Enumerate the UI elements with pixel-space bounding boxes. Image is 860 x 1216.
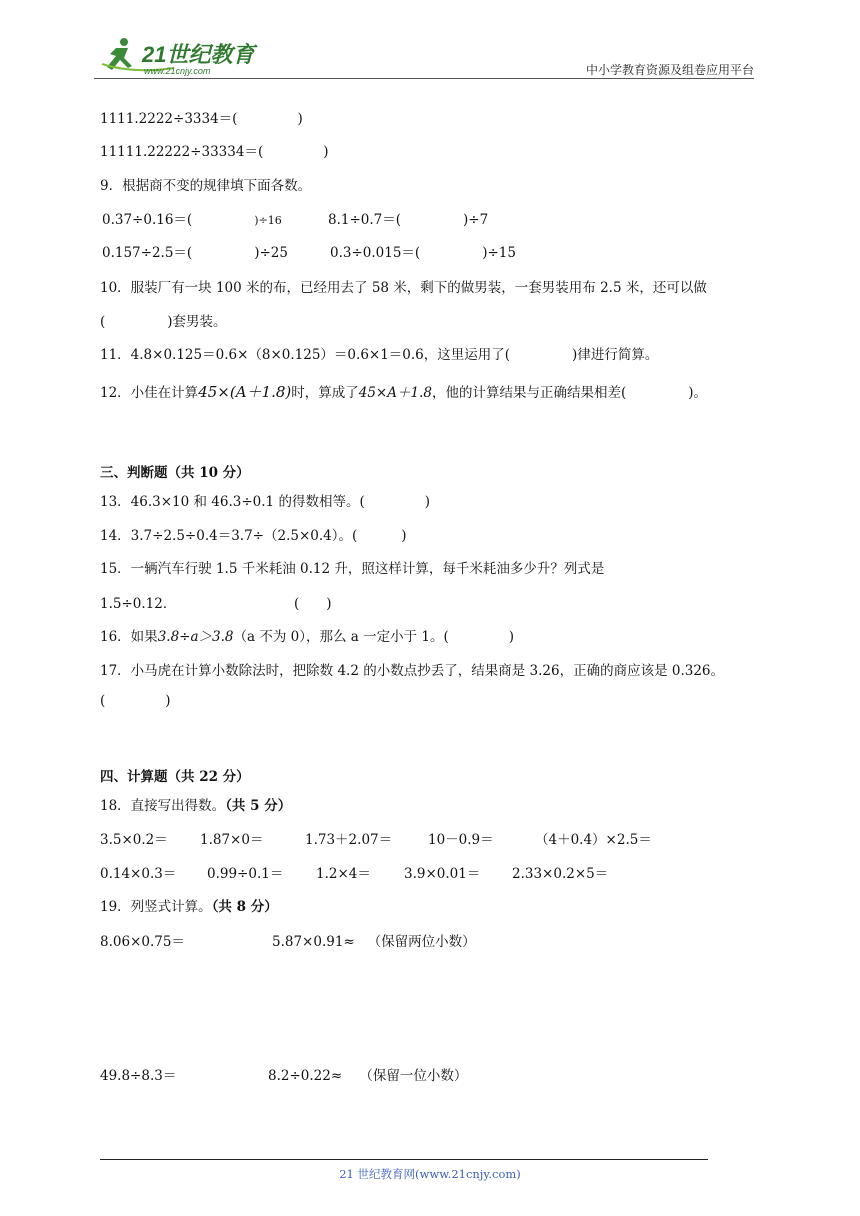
vertical-calc-item (272, 930, 476, 950)
logo-text: 21世纪教育 (142, 42, 255, 67)
question-10-blank (100, 310, 227, 330)
math-expression: 45×A＋1.8 (358, 385, 432, 401)
question-line (100, 140, 329, 160)
expression: )÷15 (482, 245, 516, 261)
question-10: 10．服装厂有一块 100 米的布，已经用去了 58 米，剩下的做男装，一套男装用布 2.5 米，还可以做 (100, 280, 707, 296)
section-4-title: 四、计算题（共 22 分） (100, 769, 250, 785)
expression: 0.3÷0.015＝( (330, 245, 421, 261)
question-19 (100, 895, 278, 915)
header-divider (94, 78, 754, 79)
rounding-note: （保留两位小数） (367, 934, 476, 950)
footer-divider (100, 1159, 708, 1160)
vertical-calc-item (268, 1064, 467, 1084)
question-16 (100, 625, 514, 645)
blank-close: ) (401, 528, 407, 544)
question-9-item (102, 241, 288, 261)
expression: 1111.2222÷3334＝( (100, 111, 238, 127)
expression: 时，算成了 (291, 385, 359, 401)
question-12 (100, 381, 707, 402)
calc-item: 10－0.9＝ (428, 832, 494, 848)
calc-item: （4＋0.4）×2.5＝ (535, 832, 652, 848)
question-17: 17．小马虎在计算小数除法时，把除数 4.2 的小数点抄丢了，结果商是 3.26，正确的商应该是 0.326。 (100, 663, 725, 679)
expression: ，他的计算结果与正确结果相差( (431, 385, 627, 401)
expression: )。 (688, 385, 708, 401)
blank-close: ) (323, 144, 329, 160)
question-9-item (102, 208, 282, 228)
math-expression: 45×(A＋1.8) (198, 383, 292, 401)
expression: 8.1÷0.7＝( (328, 212, 402, 228)
expression: )律进行简算。 (572, 347, 659, 363)
question-18 (100, 794, 291, 814)
blank-close: ) (508, 629, 515, 645)
question-9-title: 9．根据商不变的规律填下面各数。 (100, 178, 312, 194)
expression: 0.157÷2.5＝( (102, 245, 193, 261)
expression: 12．小佳在计算 (100, 385, 199, 401)
math-expression: 3.8÷a＞3.8 (157, 629, 234, 645)
site-logo (94, 34, 264, 78)
header-platform-name: 中小学教育资源及组卷应用平台 (585, 63, 754, 77)
blank-close: ) (165, 693, 171, 709)
blank-open: ( (100, 314, 106, 330)
vertical-calc-item: 49.8÷8.3＝ (100, 1068, 177, 1084)
calc-item: 1.2×4＝ (316, 866, 371, 882)
expression: )÷16 (254, 214, 282, 227)
points-label: （共 5 分） (225, 798, 292, 814)
calc-item: 3.5×0.2＝ (100, 832, 168, 848)
expression: 11．4.8×0.125＝0.6×（8×0.125）＝0.6×1＝0.6，这里运用了( (100, 347, 511, 363)
expression: （a 不为 0），那么 a 一定小于 1。( (233, 629, 449, 645)
expression: )÷7 (463, 212, 489, 228)
question-13 (100, 490, 430, 510)
blank-close: ) (424, 494, 430, 510)
blank-open: ( (100, 693, 106, 709)
blank-close: ) (297, 111, 303, 127)
calc-item: 1.73＋2.07＝ (305, 832, 393, 848)
question-15-expr: 1.5÷0.12． (100, 596, 177, 612)
expression: 16．如果 (100, 629, 158, 645)
question-14 (100, 524, 407, 544)
expression: 19．列竖式计算。 (100, 899, 212, 915)
runner-logo-icon (94, 34, 264, 78)
calc-item: 0.14×0.3＝ (100, 866, 177, 882)
calc-item: 3.9×0.01＝ (404, 866, 481, 882)
calc-item: 1.87×0＝ (200, 832, 264, 848)
section-3-title: 三、判断题（共 10 分） (100, 465, 250, 481)
question-line (100, 107, 303, 127)
expression: 14．3.7÷2.5÷0.4＝3.7÷（2.5×0.4）。( (100, 528, 358, 544)
expression: 8.2÷0.22≈ (268, 1068, 343, 1084)
expression: )套男装。 (167, 314, 227, 330)
expression: 11111.22222÷33334＝( (100, 144, 264, 160)
rounding-note: （保留一位小数） (359, 1068, 468, 1084)
expression: 18．直接写出得数。 (100, 798, 226, 814)
question-9-item (328, 208, 488, 228)
expression: 13．46.3×10 和 46.3÷0.1 的得数相等。( (100, 494, 365, 510)
calc-item: 0.99÷0.1＝ (207, 866, 284, 882)
expression: 0.37÷0.16＝( (102, 212, 193, 228)
footer-link[interactable]: 21 世纪教育网(www.21cnjy.com) (339, 1167, 521, 1181)
points-label: （共 8 分） (211, 899, 278, 915)
question-9-item (330, 241, 516, 261)
calc-item: 2.33×0.2×5＝ (512, 866, 609, 882)
question-15-blank: ( ) (294, 596, 332, 612)
expression: )÷25 (254, 245, 288, 261)
vertical-calc-item: 8.06×0.75＝ (100, 934, 185, 950)
question-17-blank (100, 693, 171, 709)
question-11 (100, 343, 658, 363)
expression: 5.87×0.91≈ (272, 934, 355, 950)
question-15: 15．一辆汽车行驶 1.5 千米耗油 0.12 升，照这样计算，每千米耗油多少升？列式是 (100, 561, 605, 577)
logo-url: www.21cnjy.com (144, 66, 211, 76)
